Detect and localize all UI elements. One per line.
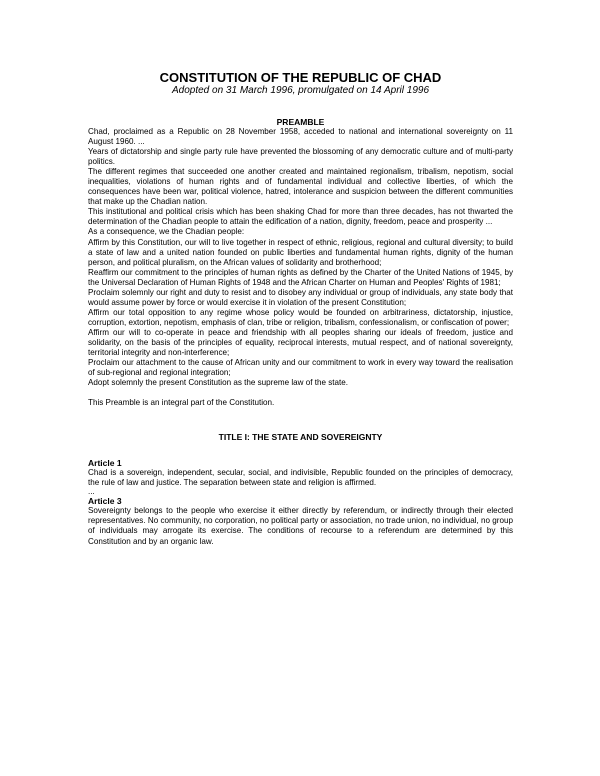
preamble-paragraph: Affirm our will to co-operate in peace and friendship with all peoples sharing our ideals of freedom, justice and solidarity, on the basis of the principles of equality, reciprocal interests, mutual respect, and of national sovereignty, territorial integrity and non-interference; [88, 327, 513, 358]
preamble-paragraph: This institutional and political crisis which has been shaking Chad for more than three decades, has not thwarted the determination of the Chadian people to attain the edification of a nation, dignity, freedom, peace and prosperity ... [88, 207, 513, 227]
preamble-paragraph: Reaffirm our commitment to the principles of human rights as defined by the Charter of the United Nations of 1945, by the Universal Declaration of Human Rights of 1948 and the African Charter on Human and Peoples' Rights of 1981; [88, 267, 513, 287]
article1-text: Chad is a sovereign, independent, secular, social, and indivisible, Republic founded on the principles of democracy, the rule of law and justice. The separation between state and religion is affirmed. [88, 468, 513, 488]
preamble-paragraph: As a consequence, we the Chadian people: [88, 227, 245, 237]
preamble-paragraph: Proclaim solemnly our right and duty to resist and to disobey any individual or group of individuals, any state body that would assume power by force or would exercise it in violation of the present Constitution; [88, 287, 513, 307]
preamble-paragraph: The different regimes that succeeded one another created and maintained regionalism, tribalism, nepotism, social inequalities, violations of human rights and of fundamental individual and collective liberties, of which the consequences have been war, political violence, hatred, intolerance and suspicion between the different communities that make up the Chadian nation. [88, 167, 513, 207]
document-title: CONSTITUTION OF THE REPUBLIC OF CHAD [159, 70, 442, 85]
preamble-closing: This Preamble is an integral part of the Constitution. [88, 398, 275, 408]
preamble-paragraph: Affirm our total opposition to any regime whose policy would be founded on arbitrariness, dictatorship, injustice, corruption, extortion, nepotism, emphasis of clan, tribe or religion, tribalism, confessionalism, or confiscation of power; [88, 307, 513, 327]
preamble-paragraph: Adopt solemnly the present Constitution as the supreme law of the state. [88, 378, 349, 388]
omission-ellipsis: ... [88, 487, 95, 497]
title1-section [88, 432, 513, 546]
article1-heading: Article 1 [88, 458, 122, 469]
paragraph-spacer [88, 388, 513, 398]
article3-heading: Article 3 [88, 496, 122, 507]
section-spacer [88, 408, 513, 426]
article3-text: Sovereignty belongs to the people who exercise it either directly by referendum, or indirectly through their elected representatives. No community, no corporation, no political party or association, no trade union, no individual, no group of individuals may arrogate its exercise. The conditions of recourse to a referendum are determined by this Constitution and by an organic law. [88, 506, 513, 546]
preamble-paragraph: Chad, proclaimed as a Republic on 28 November 1958, acceded to national and international sovereignty on 11 August 1960. ... [88, 127, 513, 147]
preamble-heading: PREAMBLE [276, 117, 325, 127]
preamble-paragraph: Proclaim our attachment to the cause of African unity and our commitment to work in every way toward the realisation of sub-regional and regional integration; [88, 358, 513, 378]
preamble-paragraph: Years of dictatorship and single party rule have prevented the blossoming of any democratic culture and of multi-party politics. [88, 147, 513, 167]
document-subtitle: Adopted on 31 March 1996, promulgated on 14 April 1996 [171, 85, 430, 96]
preamble-paragraph: Affirm by this Constitution, our will to live together in respect of ethnic, religious, regional and cultural diversity; to build a state of law and a united nation founded on public liberties and fundamental human rights, dignity of the human person, and political pluralism, on the African values of solidarity and brotherhood; [88, 237, 513, 267]
preamble-section [88, 117, 513, 408]
document-page [88, 70, 513, 547]
title1-heading: TITLE I: THE STATE AND SOVEREIGNTY [218, 432, 383, 443]
